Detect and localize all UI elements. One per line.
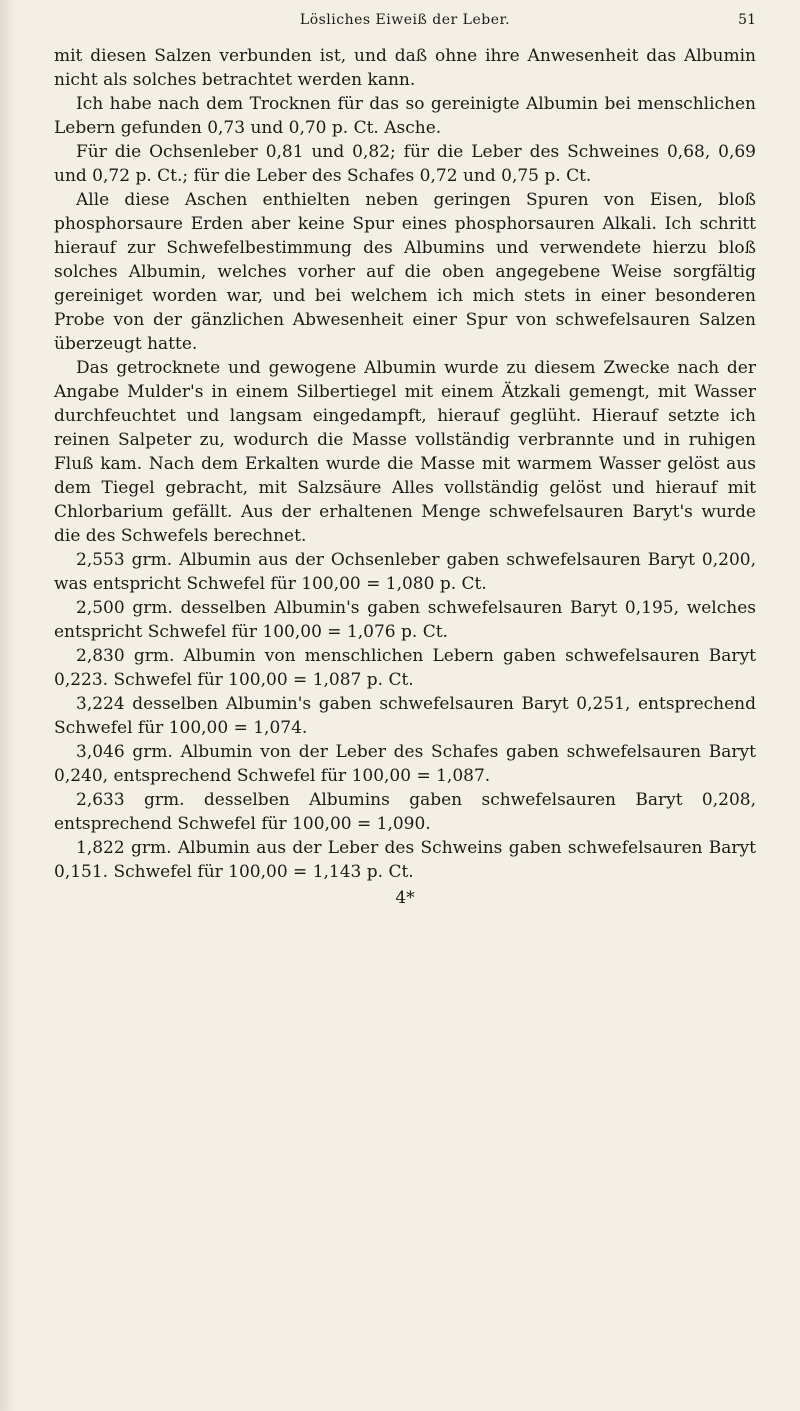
paragraph-result-sheep-2: 2,633 grm. desselben Albumins gaben schwefelsauren Baryt 0,208, entsprechend Schwefel für 100,00 = 1,090. [54, 790, 756, 834]
paragraph-result-sheep-1: 3,046 grm. Albumin von der Leber des Schafes gaben schwefelsauren Baryt 0,240, entsprechend Schwefel für 100,00 = 1,087. [54, 742, 756, 786]
paragraph-method: Das getrocknete und gewogene Albumin wurde zu diesem Zwecke nach der Angabe Mulder's in einem Silbertiegel mit einem Ätzkali gemengt, mit Wasser durchfeuchtet und langsam eingedampft, hierauf geglüht. Hierauf setzte ich reinen Salpeter zu, wodurch die Masse vollständig verbrannte und in ruhigen Fluß kam. Nach dem Erkalten wurde die Masse mit warmem Wasser gelöst aus dem Tiegel gebracht, mit Salzsäure Alles vollständig gelöst und hierauf mit Chlorbarium gefällt. Aus der erhaltenen Menge schwefelsauren Baryt's wurde die des Schwefels berechnet. [54, 358, 756, 546]
paragraph-result-pig: 1,822 grm. Albumin aus der Leber des Schweins gaben schwefelsauren Baryt 0,151. Schwefel für 100,00 = 1,143 p. Ct. [54, 838, 756, 882]
body-text [54, 44, 756, 884]
paragraph-result-ox-1: 2,553 grm. Albumin aus der Ochsenleber gaben schwefelsauren Baryt 0,200, was entspricht Schwefel für 100,00 = 1,080 p. Ct. [54, 550, 756, 594]
paragraph-ash-human: Ich habe nach dem Trocknen für das so gereinigte Albumin bei menschlichen Lebern gefunden 0,73 und 0,70 p. Ct. Asche. [54, 94, 756, 138]
paragraph-result-ox-2: 2,500 grm. desselben Albumin's gaben schwefelsauren Baryt 0,195, welches entspricht Schwefel für 100,00 = 1,076 p. Ct. [54, 598, 756, 642]
signature-mark: 4* [395, 888, 415, 908]
paragraph-ash-composition: Alle diese Aschen enthielten neben geringen Spuren von Eisen, bloß phosphorsaure Erden aber keine Spur eines phosphorsauren Alkali. Ich schritt hierauf zur Schwefelbestimmung des Albumins und verwendete hierzu bloß solches Albumin, welches vorher auf die oben angegebene Weise sorgfältig gereiniget worden war, und bei welchem ich mich stets in einer besonderen Probe von der gänzlichen Abwesenheit einer Spur von schwefelsauren Salzen überzeugt hatte. [54, 190, 756, 354]
paragraph-continued: mit diesen Salzen verbunden ist, und daß ohne ihre Anwesenheit das Albumin nicht als solches betrachtet werden kann. [54, 46, 756, 90]
paragraph-result-human-2: 3,224 desselben Albumin's gaben schwefelsauren Baryt 0,251, entsprechend Schwefel für 100,00 = 1,074. [54, 694, 756, 738]
running-head-title: Lösliches Eiweiß der Leber. [299, 12, 511, 28]
running-head [54, 12, 756, 42]
paragraph-result-human-1: 2,830 grm. Albumin von menschlichen Lebern gaben schwefelsauren Baryt 0,223. Schwefel für 100,00 = 1,087 p. Ct. [54, 646, 756, 690]
paragraph-ash-animals: Für die Ochsenleber 0,81 und 0,82; für die Leber des Schweines 0,68, 0,69 und 0,72 p. Ct.; für die Leber des Schafes 0,72 und 0,75 p. Ct. [54, 142, 756, 186]
page-gutter-shadow [0, 0, 16, 1411]
page-number: 51 [738, 12, 756, 28]
